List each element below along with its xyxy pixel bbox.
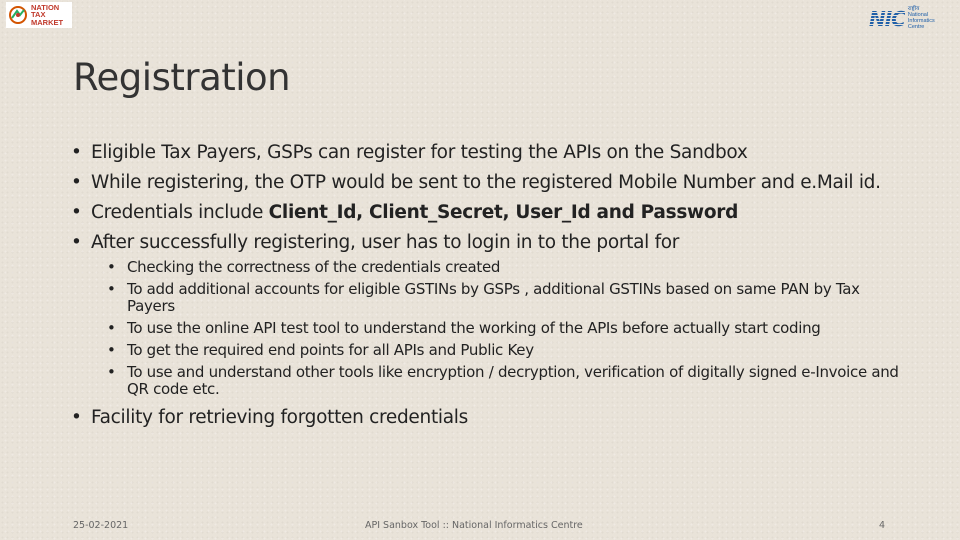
nation-tax-market-logo: [6, 2, 72, 28]
bullet-item: • Facility for retrieving forgotten credentials: [71, 408, 901, 428]
bullet-item: • While registering, the OTP would be sent to the registered Mobile Number and e.Mail id.: [71, 173, 901, 193]
bullet-item: • After successfully registering, user has to login in to the portal for: [71, 233, 901, 253]
sub-bullet-list: [107, 259, 901, 398]
bullet-item: • Eligible Tax Payers, GSPs can register for testing the APIs on the Sandbox: [71, 143, 901, 163]
sub-bullet-item: • To use and understand other tools like encryption / decryption, verification of digitally signed e-Invoice and QR code etc.: [107, 364, 901, 398]
logo-line: NATION: [31, 2, 60, 12]
logo-line: Centre: [907, 23, 925, 30]
bullet-text: Credentials include: [91, 202, 269, 223]
sub-bullet-item: • Checking the correctness of the credentials created: [107, 259, 901, 276]
bullet-item: [71, 203, 901, 223]
logo-line: National: [907, 12, 929, 19]
footer-title: API Sanbox Tool :: National Informatics Centre: [365, 520, 583, 531]
nation-tax-market-wordmark: [31, 4, 63, 27]
logo-line: राष्ट्रीय: [907, 6, 920, 13]
nic-mark: NIC: [869, 7, 905, 31]
logo-line: MARKET: [31, 17, 64, 27]
sub-bullet-item: • To use the online API test tool to understand the working of the APIs before actually start coding: [107, 320, 901, 337]
nic-logo: [869, 6, 952, 32]
logo-line: Informatics: [907, 18, 935, 24]
page-number: 4: [879, 520, 886, 531]
sub-bullet-item: • To add additional accounts for eligible GSTINs by GSPs , additional GSTINs based on same PAN by Tax Payers: [107, 281, 901, 315]
logo-line: TAX: [31, 10, 46, 20]
slide-title: Registration: [73, 56, 291, 99]
slide-content: [71, 143, 901, 438]
sub-bullet-item: • To get the required end points for all APIs and Public Key: [107, 342, 901, 359]
footer-date: 25-02-2021: [73, 520, 129, 531]
nic-wordmark: [908, 7, 935, 30]
nation-tax-market-emblem: [8, 5, 28, 25]
bullet-bold-text: Client_Id, Client_Secret, User_Id and Password: [268, 202, 739, 223]
